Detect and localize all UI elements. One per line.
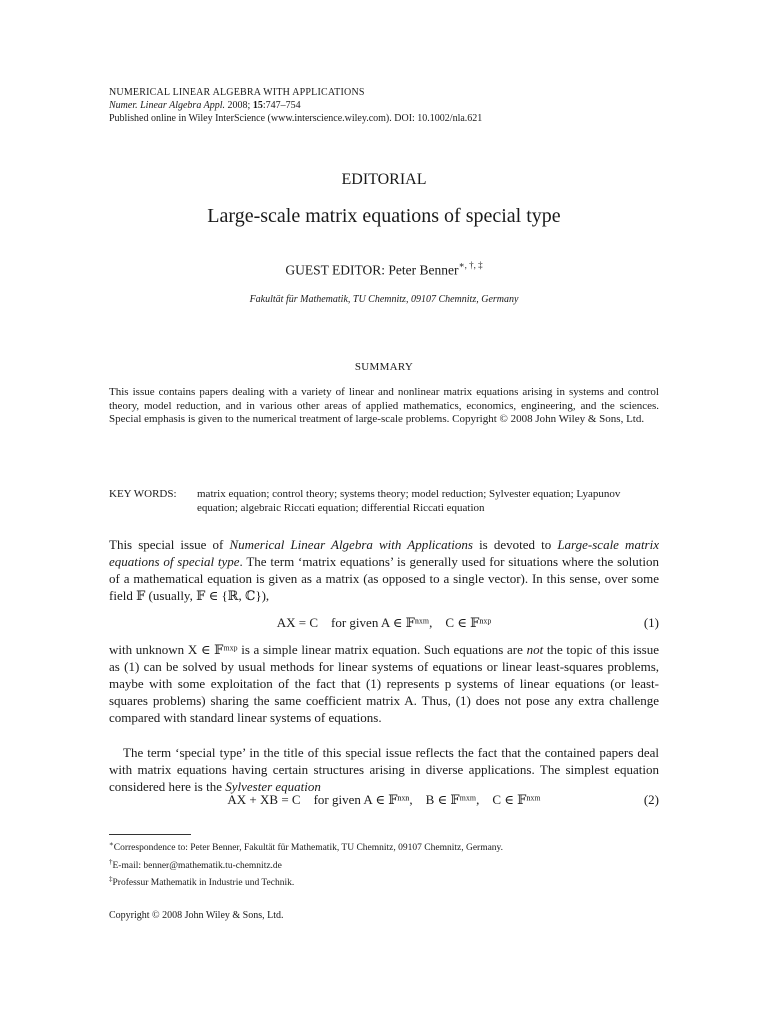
p3-sylvester: Sylvester equation	[225, 779, 321, 794]
keywords	[109, 488, 659, 515]
equation-2-body: AX + XB = C for given A ∈ 𝔽ⁿˣⁿ, B ∈ 𝔽ᵐˣᵐ, C ∈ 𝔽ⁿˣᵐ	[227, 792, 541, 807]
citation-pages: :747–754	[262, 100, 301, 111]
journal-abbrev: Numer. Linear Algebra Appl.	[109, 100, 226, 111]
paper-title: Large-scale matrix equations of special type	[207, 205, 561, 227]
p1-text-b: is devoted to	[472, 537, 558, 552]
equation-1	[109, 615, 659, 633]
section-label: EDITORIAL	[341, 171, 427, 188]
footnote-1-mark: ∗	[109, 840, 114, 848]
footnote-2-mark: †	[109, 857, 113, 866]
summary-heading: SUMMARY	[354, 361, 414, 373]
paragraph-2	[109, 641, 659, 726]
guest-editor-name: GUEST EDITOR: Peter Benner	[285, 262, 459, 278]
journal-citation	[109, 99, 482, 112]
citation-volume: 15	[252, 100, 263, 111]
p3-text-a: The term ‘special type’ in the title of this special issue reflects the fact that the contained papers deal with matrix equations having certain structures arising in diverse applications. The simplest equation considered here is the	[109, 745, 659, 794]
footnote-2	[109, 856, 669, 874]
p1-journal-name: Numerical Linear Algebra with Applications	[229, 537, 473, 552]
p2-emphasis-not: not	[526, 642, 544, 657]
affiliation: Fakultät für Mathematik, TU Chemnitz, 09107 Chemnitz, Germany	[249, 294, 519, 305]
equation-2	[109, 792, 659, 810]
keywords-label: KEY WORDS:	[109, 488, 177, 500]
p2-text-a: with unknown X ∈ 𝔽ᵐˣᵖ is a simple linear matrix equation. Such equations are	[109, 642, 527, 657]
footnote-3-mark: ‡	[109, 875, 113, 884]
footnote-rule	[109, 834, 191, 835]
p2-text-b: the topic of this issue as (1) can be solved by usual methods for linear systems of equations or linear least-squares problems, maybe with some exploitation of the fact that (1) represents p systems of linear equations (or least-squares problems) sharing the same coefficient matrix A. Thus, (1) does not pose any extra challenge compared with standard linear systems of equations.	[109, 642, 660, 725]
equation-2-number: (2)	[643, 792, 659, 807]
footnote-2-text: E-mail: benner@mathematik.tu-chemnitz.de	[112, 860, 282, 871]
keywords-text: matrix equation; control theory; systems theory; model reduction; Sylvester equation; Lyapunov equation; algebraic Riccati equation; differential Riccati equation	[197, 488, 621, 514]
paragraph-1	[109, 536, 659, 604]
summary-text: This issue contains papers dealing with a variety of linear and nonlinear matrix equations arising in systems and control theory, model reduction, and in various other areas of applied mathematics, economics, engineering, and the sciences. Special emphasis is given to the numerical treatment of large-scale problems. Copyright © 2008 John Wiley & Sons, Ltd.	[109, 386, 659, 425]
guest-editor	[0, 261, 768, 279]
author-marks: ∗, †, ‡	[458, 260, 483, 270]
journal-header	[109, 86, 482, 125]
p1-text-a: This special issue of	[109, 537, 230, 552]
equation-1-body: AX = C for given A ∈ 𝔽ⁿˣᵐ, C ∈ 𝔽ⁿˣᵖ	[276, 615, 492, 630]
paragraph-3	[109, 744, 659, 795]
footnote-1-text: Correspondence to: Peter Benner, Fakultät für Mathematik, TU Chemnitz, 09107 Chemnitz, Germany.	[113, 843, 504, 854]
citation-year: 2008;	[227, 100, 251, 111]
p1-text-c: . The term ‘matrix equations’ is generally used for situations where the solution of a mathematical equation is given as a matrix (as opposed to a single vector). In this sense, over some field 𝔽 (usually, 𝔽 ∈ {ℝ, ℂ}),	[109, 554, 660, 603]
journal-title: NUMERICAL LINEAR ALGEBRA WITH APPLICATIONS	[109, 87, 365, 98]
footnotes	[109, 838, 669, 891]
footnote-1	[109, 838, 669, 856]
published-online: Published online in Wiley InterScience (www.interscience.wiley.com). DOI: 10.1002/nla.621	[109, 113, 483, 124]
footnote-3	[109, 873, 669, 891]
footnote-3-text: Professur Mathematik in Industrie und Technik.	[112, 878, 295, 889]
p1-topic: Large-scale matrix equations of special type	[109, 537, 659, 569]
page-copyright: Copyright © 2008 John Wiley & Sons, Ltd.	[109, 910, 284, 921]
equation-1-number: (1)	[643, 615, 659, 630]
